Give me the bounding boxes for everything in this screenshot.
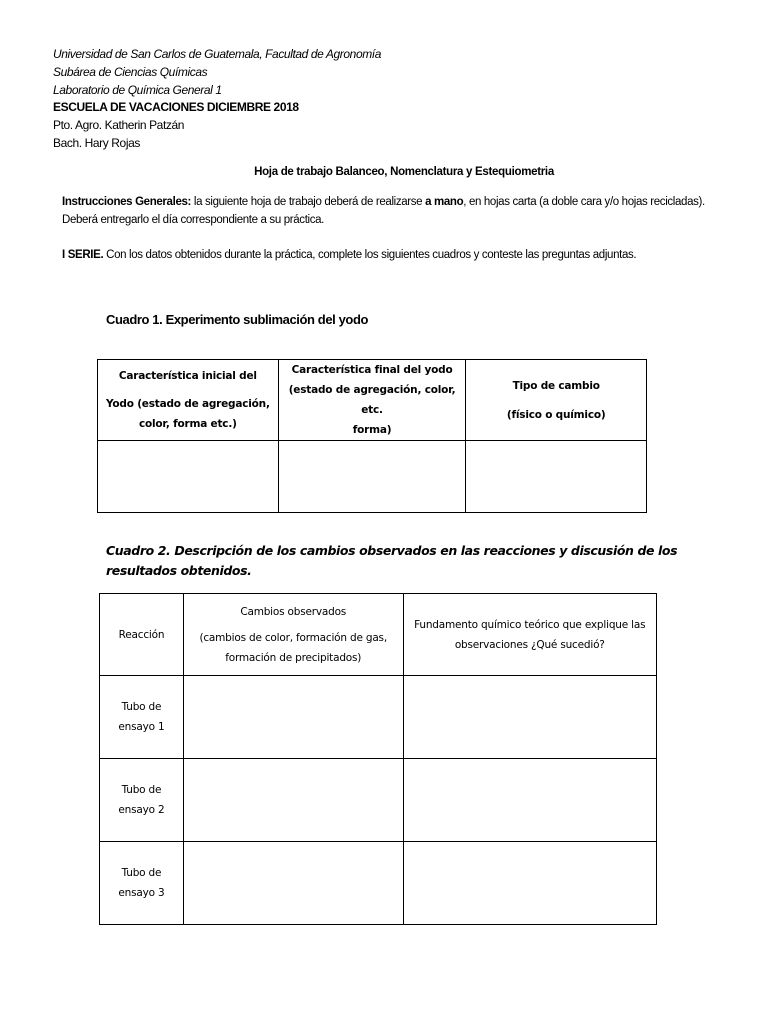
row2-line1: Tubo de bbox=[121, 784, 162, 796]
header-subarea: Subárea de Ciencias Químicas bbox=[53, 65, 208, 79]
cuadro1-answer-cell[interactable] bbox=[98, 441, 279, 513]
instructions-label: Instrucciones Generales: bbox=[62, 196, 192, 208]
instructions-paragraph bbox=[62, 193, 752, 229]
cuadro2-h2-line3: formación de precipitados) bbox=[225, 651, 362, 664]
table-row bbox=[100, 759, 657, 842]
cuadro1-h2-line2: (estado de agregación, color, etc. bbox=[288, 384, 456, 416]
cuadro2-answer-cell[interactable] bbox=[183, 676, 403, 759]
cuadro2-header-cell bbox=[403, 594, 657, 676]
cuadro2-header-cell bbox=[100, 594, 184, 676]
cuadro2-h2-line2: (cambios de color, formación de gas, bbox=[199, 631, 387, 644]
row2-line2: ensayo 2 bbox=[118, 804, 165, 816]
header-instructor-2: Bach. Hary Rojas bbox=[53, 136, 140, 150]
cuadro2-answer-cell[interactable] bbox=[183, 842, 403, 925]
cuadro1-h2-line1: Característica final del yodo bbox=[291, 364, 453, 376]
cuadro2-header-row bbox=[100, 594, 657, 676]
cuadro1-header-cell bbox=[466, 360, 647, 441]
cuadro2-caption: Cuadro 2. Descripción de los cambios observados en las reacciones y discusión de los resultados obtenidos. bbox=[106, 543, 678, 578]
cuadro2-answer-cell[interactable] bbox=[403, 842, 657, 925]
cuadro1-header-row bbox=[98, 360, 647, 441]
header-instructor-1: Pto. Agro. Katherin Patzán bbox=[53, 118, 185, 132]
row3-line2: ensayo 3 bbox=[118, 887, 165, 899]
document-title: Hoja de trabajo Balanceo, Nomenclatura y Estequiometria bbox=[254, 166, 554, 178]
cuadro2-answer-cell[interactable] bbox=[403, 676, 657, 759]
cuadro1-answer-cell[interactable] bbox=[278, 441, 466, 513]
instructions-text-before: la siguiente hoja de trabajo deberá de realizarse bbox=[191, 196, 426, 208]
cuadro1-h1-line2: Yodo (estado de agregación, bbox=[105, 398, 270, 410]
cuadro1-answer-row bbox=[98, 441, 647, 513]
cuadro2-h2-line1: Cambios observados bbox=[240, 605, 347, 618]
cuadro1-header-cell bbox=[98, 360, 279, 441]
cuadro1-h3-line1: Tipo de cambio bbox=[512, 379, 600, 392]
header-lab: Laboratorio de Química General 1 bbox=[53, 83, 222, 97]
cuadro1-header-cell bbox=[278, 360, 466, 441]
cuadro2-h3-line2: observaciones ¿Qué sucedió? bbox=[454, 638, 605, 651]
cuadro1-answer-cell[interactable] bbox=[466, 441, 647, 513]
row3-line1: Tubo de bbox=[121, 867, 162, 879]
cuadro2-h1-line1: Reacción bbox=[118, 628, 165, 641]
serie-label: I SERIE. bbox=[62, 249, 104, 261]
table-row bbox=[100, 842, 657, 925]
cuadro2-row-label bbox=[100, 842, 184, 925]
cuadro2-answer-cell[interactable] bbox=[403, 759, 657, 842]
cuadro1-h1-line1: Característica inicial del bbox=[118, 370, 257, 382]
cuadro1-caption: Cuadro 1. Experimento sublimación del yodo bbox=[106, 312, 369, 327]
header-university: Universidad de San Carlos de Guatemala, Facultad de Agronomía bbox=[53, 47, 382, 61]
instructions-line-2: Deberá entregarlo el día correspondiente a su práctica. bbox=[62, 214, 325, 226]
cuadro2-h3-line1: Fundamento químico teórico que explique las bbox=[414, 618, 646, 631]
cuadro1-h2-line3: forma) bbox=[352, 424, 392, 436]
cuadro2-row-label bbox=[100, 759, 184, 842]
cuadro1-h1-line3: color, forma etc.) bbox=[138, 418, 237, 430]
serie-text: Con los datos obtenidos durante la práctica, complete los siguientes cuadros y conteste las preguntas adjuntas. bbox=[103, 249, 637, 261]
row1-line1: Tubo de bbox=[121, 701, 162, 713]
table-row bbox=[100, 676, 657, 759]
cuadro1-h3-line2: (físico o químico) bbox=[506, 408, 606, 421]
serie-paragraph bbox=[62, 246, 752, 264]
cuadro2-answer-cell[interactable] bbox=[183, 759, 403, 842]
cuadro1-table bbox=[97, 359, 647, 513]
header-school: ESCUELA DE VACACIONES DICIEMBRE 2018 bbox=[53, 100, 299, 114]
instructions-emphasis: a mano bbox=[425, 196, 464, 208]
instructions-text-after: , en hojas carta (a doble cara y/o hojas recicladas). bbox=[463, 196, 705, 208]
cuadro2-row-label bbox=[100, 676, 184, 759]
cuadro2-header-cell bbox=[183, 594, 403, 676]
row1-line2: ensayo 1 bbox=[118, 721, 165, 733]
cuadro2-table bbox=[99, 593, 657, 925]
